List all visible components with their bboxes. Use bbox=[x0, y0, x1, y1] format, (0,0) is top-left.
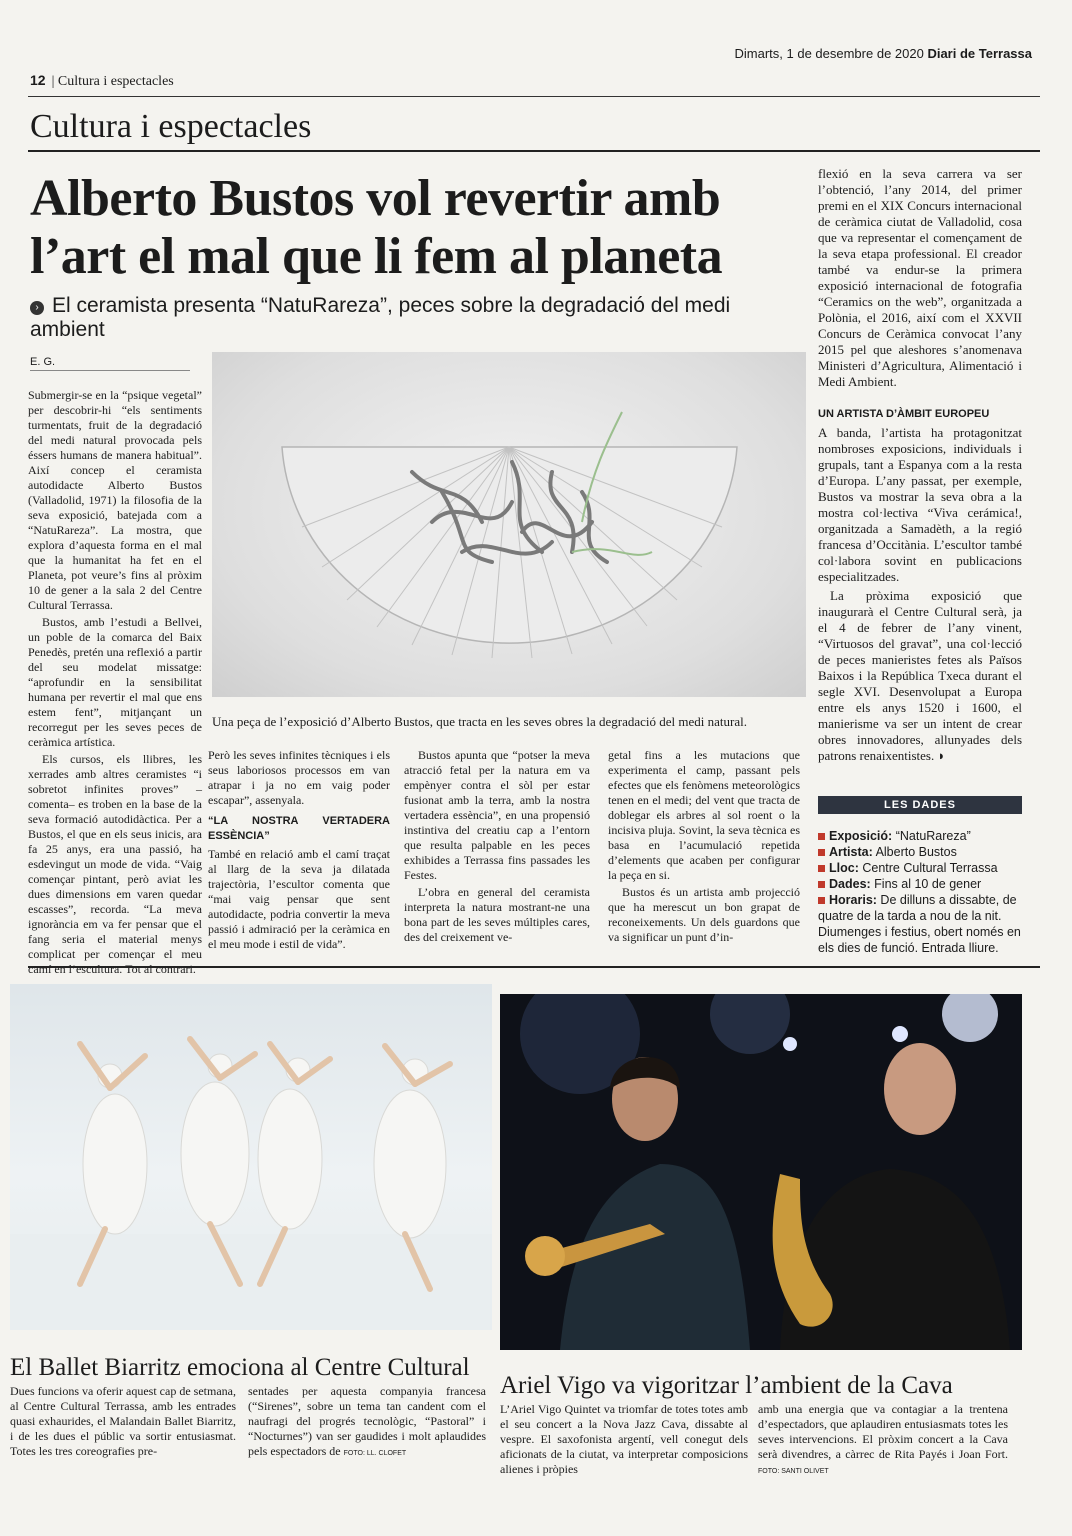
paragraph: getal fins a les mutacions que experimenta el camp, passant pels efectes que els fenòmens meteorològics tenen en el medi; del vent que tracta de doblegar els arbres al sol roent o la incisiva pluja. Sovint, la seva tècnica es basa en l’acumulació repetida d’elements que acaben per configurar la peça en si. bbox=[608, 748, 800, 882]
article-column-1 bbox=[28, 388, 202, 979]
paragraph: Els cursos, els llibres, les xerrades amb altres ceramistes “i sobretot infinites proves” –comenta– es troben en la base de la seva formació autodidàctica. Per a Bustos, el que en els seus inicis, ara fa 25 anys, era una passió, ha esdevingut un mode de vida. “Vaig començar pintant, però aviat les dues dimensions em varen quedar escasses”, recorda. “La meva ignorància em va fer pensar que el fang seria el material menys complicat per començar el meu camí en l’escultura. Tot al contrari. bbox=[28, 752, 202, 976]
article-subhead: “LA NOSTRA VERTADERA ESSÈNCIA” bbox=[208, 815, 390, 842]
paper-name: Diari de Terrassa bbox=[927, 46, 1032, 61]
photo-credit: FOTO: LL. CLOFET bbox=[343, 1450, 407, 1457]
article-column-2 bbox=[208, 748, 390, 954]
paragraph: Bustos, amb l’estudi a Bellvei, un poble de la comarca del Baix Penedès, pretén una reflexió a partir del seu modelat missatge: “aprofundir en la sensibilitat humana per revertir el mal que ens estem fent”, mitjançant un recorregut per les seves peces de ceràmica artística. bbox=[28, 615, 202, 749]
list-item: Horaris: De dilluns a dissabte, de quatre de la tarda a nou de la nit. Diumenges i festius, obert només en els dies de funció. Entrada lliure. bbox=[818, 893, 1021, 955]
page-number: 12 bbox=[30, 72, 46, 88]
page-header-section: Cultura i espectacles bbox=[57, 74, 174, 89]
ballet-dancers-photo bbox=[10, 984, 492, 1330]
photo-credit: FOTO: SANTI OLIVET bbox=[758, 1468, 829, 1475]
dancers-illustration bbox=[10, 984, 492, 1330]
article-headline: Alberto Bustos vol revertir amb l’art el mal que li fem al planeta bbox=[30, 170, 723, 285]
divider bbox=[28, 966, 1040, 968]
end-mark-icon: ◗ bbox=[937, 748, 946, 763]
photo-caption: Una peça de l’exposició d’Alberto Bustos, que tracta en les seves obres la degradació del medi natural. bbox=[212, 714, 747, 729]
paragraph: Però les seves infinites tècniques i els seus laboriosos processos em van atrapar i ja no em vaig poder escapar”, assenyala. bbox=[208, 748, 390, 807]
paragraph: L’obra en general del ceramista interpreta la natura mostrant-ne una bona part de les seves múltiples cares, des del creixement ve- bbox=[404, 885, 590, 944]
bullet-square-icon bbox=[818, 881, 825, 888]
article-column-4 bbox=[608, 748, 800, 947]
list-item: Lloc: Centre Cultural Terrassa bbox=[818, 860, 1022, 876]
paragraph: També en relació amb el camí traçat al llarg de la seva ja dilatada trajectòria, l’escultor comenta que “mai vaig pensar que sent autodidacte, podria convertir la meva passió i admiració per la ceràmica en el meu mode i estil de vida”. bbox=[208, 847, 390, 951]
cava-headline: Ariel Vigo va vigoritzar l’ambient de la Cava bbox=[500, 1372, 953, 1399]
paragraph: La pròxima exposició que inaugurarà el Centre Cultural serà, ja el 4 de febrer de l’any vinent, “Virtuosos del gravat”, una col·lecció de peces manieristes fetes als Països Baixos i la República Txeca durant el segle XVI. Desenvolupat a Europa entre els anys 1520 i 1600, el manierisme va ser un intent de crear obres innovadores, allunyades dels patrons renaixentistes. ◗ bbox=[818, 588, 1022, 763]
ballet-column-1: Dues funcions va oferir aquest cap de setmana, al Centre Cultural Terrassa, amb les entrades quasi exhaurides, el Malandain Ballet Biarritz, i de les dues el públic va sortir entusiasmat. Totes les tres coreografies pre- bbox=[10, 1384, 236, 1458]
paragraph: Bustos és un artista amb projecció que ha merescut un bon grapat de reconeixements. Un dels guardons que va significar un punt d’in- bbox=[608, 885, 800, 944]
paragraph: flexió en la seva carrera va ser l’obtenció, l’any 2014, del primer premi en el XIX Concurs internacional de ceràmica ciutat de Valladolid, cosa que va representar el començament de la seva etapa professional. El creador també va endur-se la primera exposició internacional de fotografia “Ceramics on the web”, organitzada a Polònia, el 2016, així com el XXVII Concurs de Ceràmica convocat l’any 2015 pel que aleshores s’anomenava Ministeri d’Agricultura, Alimentació i Medi Ambient. bbox=[818, 166, 1022, 389]
list-item: Exposició: “NatuRareza” bbox=[818, 828, 1022, 844]
arrow-bullet-icon: › bbox=[30, 301, 44, 315]
list-item: Artista: Alberto Bustos bbox=[818, 844, 1022, 860]
ballet-column-2: sentades per aquesta companyia francesa (“Sirenes”, sobre un tema tan candent com el naufragi del progrés tecnològic, “Pastoral” i “Nocturnes”) van ser gaudides i molt aplaudides pels espectadors de FOTO: LL. CLOFET bbox=[248, 1384, 486, 1458]
page-header: 12 | Cultura i espectacles bbox=[30, 72, 174, 89]
ceramic-artwork-photo bbox=[212, 352, 806, 697]
byline: E. G. bbox=[30, 356, 190, 371]
ceramic-fan-sculpture bbox=[212, 352, 806, 697]
paragraph: Bustos apunta que “potser la meva atracció fetal per la natura em va empènyer contra el sòl per estar fusionat amb la terra, amb la nostra vertadera essència”, en una propensió instintiva del creatiu cap a l’entorn que resulta palpable en les peces exhibides a Terrassa fins passades les Festes. bbox=[404, 748, 590, 882]
paragraph: A banda, l’artista ha protagonitzat nombroses exposicions, individuals i grupals, tant a Espanya com a la resta d’Europa. L’any passat, per exemple, Bustos va mostrar la seva obra a la mostra col·lectiva “Viva cerámica!, organitzada a Samadèth, a la regió francesa d’Occitània. L’escultor també col·labora sovint en publicacions especialitzades. bbox=[818, 425, 1022, 584]
article-subheadline bbox=[30, 294, 810, 342]
article-column-3 bbox=[404, 748, 590, 947]
masthead bbox=[735, 46, 1033, 61]
article-column-5 bbox=[818, 166, 1022, 767]
bullet-square-icon bbox=[818, 897, 825, 904]
divider bbox=[28, 96, 1040, 97]
ballet-headline: El Ballet Biarritz emociona al Centre Cultural bbox=[10, 1354, 470, 1381]
bullet-square-icon bbox=[818, 833, 825, 840]
subheadline-text: El ceramista presenta “NatuRareza”, peces sobre la degradació del medi ambient bbox=[30, 294, 731, 341]
musicians-illustration bbox=[500, 994, 1022, 1350]
article-subhead: UN ARTISTA D’ÀMBIT EUROPEU bbox=[818, 408, 990, 420]
bullet-square-icon bbox=[818, 849, 825, 856]
cava-column-2: amb una energia que va contagiar a la trentena d’espectadors, que aplaudiren entusiasmats totes les seves intervencions. El pròxim concert a la Cava serà divendres, a càrrec de Rita Payés i Joan Fort. FOTO: SANTI OLIVET bbox=[758, 1402, 1008, 1475]
divider bbox=[28, 150, 1040, 152]
les-dades-title: LES DADES bbox=[818, 796, 1022, 814]
cava-column-1: L’Ariel Vigo Quintet va triomfar de totes totes amb el seu concert a la Nova Jazz Cava, dissabte al vespre. El saxofonista argentí, vell conegut dels aficionats de la ciutat, va interpretar composicions alienes i pròpies bbox=[500, 1402, 748, 1476]
list-item: Dades: Fins al 10 de gener bbox=[818, 876, 1022, 892]
issue-date: Dimarts, 1 de desembre de 2020 bbox=[734, 46, 924, 61]
les-dades-list bbox=[818, 828, 1022, 956]
bullet-square-icon bbox=[818, 865, 825, 872]
jazz-concert-photo bbox=[500, 994, 1022, 1350]
section-title: Cultura i espectacles bbox=[30, 108, 312, 145]
paragraph: Submergir-se en la “psique vegetal” per descobrir-hi “els sentiments turmentats, fruit de la degradació del medi natural provocada pels éssers humans de manera habitual”. Així concep el ceramista autodidacte Alberto Bustos (Valladolid, 1971) la filosofia de la seva exposició, batejada com a “NatuRareza”. La mostra, que explora d’aquesta forma en el mal que la humanitat ha fet en el Planeta, pot veure’s fins al pròxim 10 de gener a la sala 2 del Centre Cultural Terrassa. bbox=[28, 388, 202, 612]
